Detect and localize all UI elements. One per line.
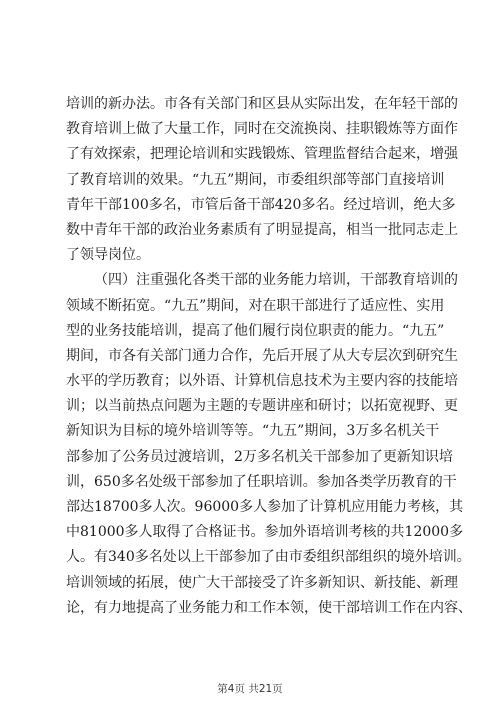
text-line: 数中青年干部的政治业务素质有了明显提高，相当一批同志走上 bbox=[66, 221, 458, 238]
text-line: 领域不断拓宽。“九五”期间，对在职干部进行了适应性、实用 bbox=[66, 297, 445, 314]
text-line: 人。有340多名处以上干部参加了由市委组织部组织的境外培训。 bbox=[66, 549, 471, 566]
text-line: 训，650多名处级干部参加了任职培训。参加各类学历教育的干 bbox=[66, 473, 457, 490]
text-line: 了教育培训的效果。“九五”期间，市委组织部等部门直接培训 bbox=[66, 171, 445, 188]
text-line: 了领导岗位。 bbox=[66, 247, 150, 264]
text-line: 了有效探索，把理论培训和实践锻炼、管理监督结合起来，增强 bbox=[66, 146, 458, 163]
text-line: 培训的新办法。市各有关部门和区县从实际出发，在年轻干部的 bbox=[66, 96, 458, 112]
text-line: 论，有力地提高了业务能力和工作本领，使干部培训工作在内容、 bbox=[66, 599, 472, 616]
text-line: 训；以当前热点问题为主题的专题讲座和研讨；以拓宽视野、更 bbox=[66, 398, 458, 415]
text-line: 型的业务技能培训，提高了他们履行岗位职责的能力。“九五” bbox=[66, 322, 445, 339]
text-line: 教育培训上做了大量工作，同时在交流换岗、挂职锻炼等方面作 bbox=[66, 121, 458, 138]
body-text bbox=[66, 92, 472, 621]
text-line: 部达18700多人次。96000多人参加了计算机应用能力考核，其 bbox=[66, 499, 464, 515]
paragraph-start-line: （四）注重强化各类干部的业务能力培训，干部教育培训的 bbox=[94, 272, 458, 289]
text-line: 水平的学历教育；以外语、计算机信息技术为主要内容的技能培 bbox=[66, 373, 458, 390]
text-line: 期间，市各有关部门通力合作，先后开展了从大专层次到研究生 bbox=[66, 347, 458, 364]
text-line: 新知识为目标的境外培训等等。“九五”期间，3万多名机关干 bbox=[66, 423, 440, 440]
text-line: 中81000多人取得了合格证书。参加外语培训考核的共12000多 bbox=[66, 524, 464, 541]
text-line: 培训领域的拓展，使广大干部接受了许多新知识、新技能、新理 bbox=[66, 574, 458, 591]
page-number-footer: 第4页 共21页 bbox=[217, 683, 283, 695]
text-line: 青年干部100多名，市管后备干部420多名。经过培训，绝大多 bbox=[66, 196, 456, 213]
text-line: 部参加了公务员过渡培训，2万多名机关干部参加了更新知识培 bbox=[66, 448, 453, 465]
